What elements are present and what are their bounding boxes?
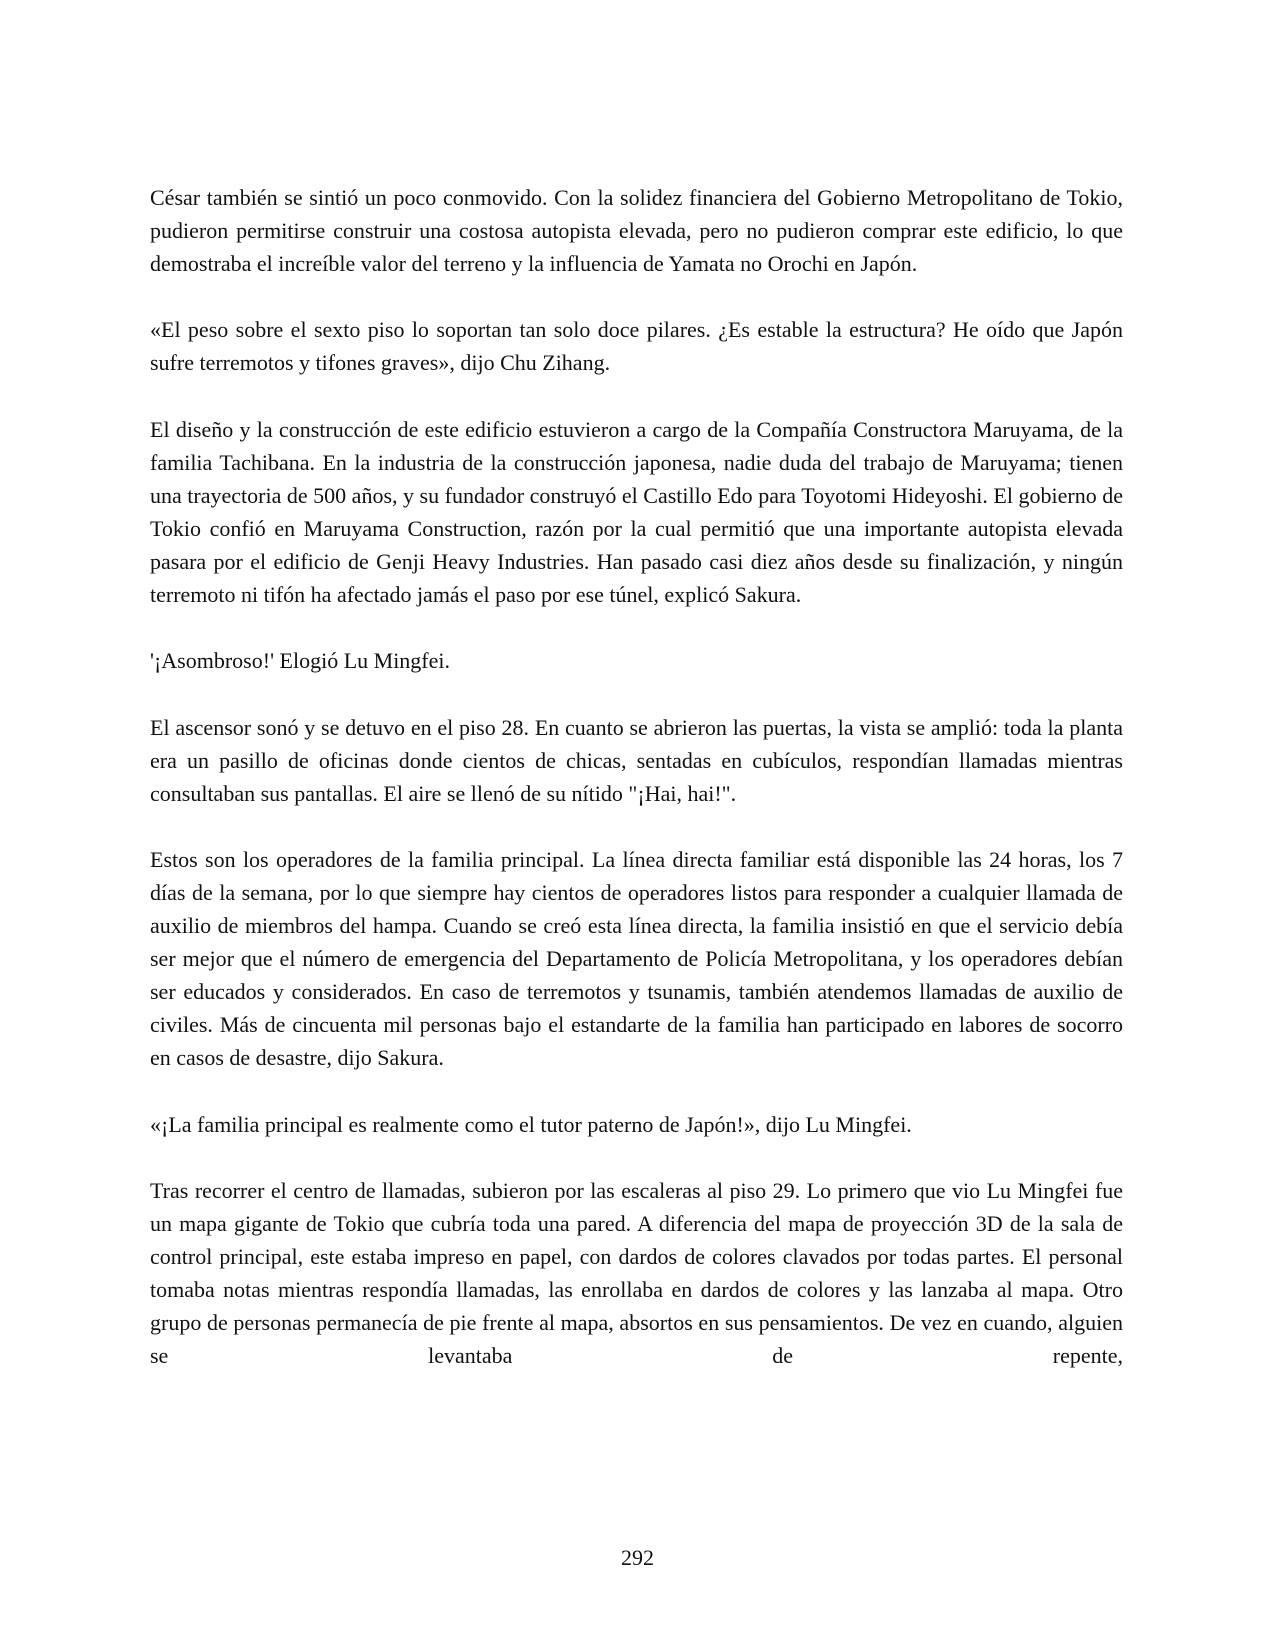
body-text <box>150 181 1123 1372</box>
page-number: 292 <box>621 1545 654 1570</box>
paragraph-8: Tras recorrer el centro de llamadas, subieron por las escaleras al piso 29. Lo primero que vio Lu Mingfei fue un mapa gigante de Tokio que cubría toda una pared. A diferencia del mapa de proyección 3D de la sala de control principal, este estaba impreso en papel, con dardos de colores clavados por todas partes. El personal tomaba notas mientras respondía llamadas, las enrollaba en dardos de colores y las lanzaba al mapa. Otro grupo de personas permanecía de pie frente al mapa, absortos en sus pensamientos. De vez en cuando, alguien se levantaba de repente, <box>150 1177 1123 1369</box>
paragraph-7: «¡La familia principal es realmente como el tutor paterno de Japón!», dijo Lu Mingfei. <box>150 1111 912 1137</box>
paragraph-1: César también se sintió un poco conmovido. Con la solidez financiera del Gobierno Metropolitano de Tokio, pudieron permitirse construir una costosa autopista elevada, pero no pudieron comprar este edificio, lo que demostraba el increíble valor del terreno y la influencia de Yamata no Orochi en Japón. <box>150 185 1123 277</box>
paragraph-5: El ascensor sonó y se detuvo en el piso 28. En cuanto se abrieron las puertas, la vista se amplió: toda la planta era un pasillo de oficinas donde cientos de chicas, sentadas en cubículos, respondían llamadas mientras consultaban sus pantallas. El aire se llenó de su nítido "¡Hai, hai!". <box>150 714 1123 806</box>
paragraph-2: «El peso sobre el sexto piso lo soportan tan solo doce pilares. ¿Es estable la estructura? He oído que Japón sufre terremotos y tifones graves», dijo Chu Zihang. <box>150 317 1123 376</box>
paragraph-4: '¡Asombroso!' Elogió Lu Mingfei. <box>150 648 451 674</box>
paragraph-3: El diseño y la construcción de este edificio estuvieron a cargo de la Compañía Constructora Maruyama, de la familia Tachibana. En la industria de la construcción japonesa, nadie duda del trabajo de Maruyama; tienen una trayectoria de 500 años, y su fundador construyó el Castillo Edo para Toyotomi Hideyoshi. El gobierno de Tokio confió en Maruyama Construction, razón por la cual permitió que una importante autopista elevada pasara por el edificio de Genji Heavy Industries. Han pasado casi diez años desde su finalización, y ningún terremoto ni tifón ha afectado jamás el paso por ese túnel, explicó Sakura. <box>150 416 1123 608</box>
paragraph-6: Estos son los operadores de la familia principal. La línea directa familiar está disponible las 24 horas, los 7 días de la semana, por lo que siempre hay cientos de operadores listos para responder a cualquier llamada de auxilio de miembros del hampa. Cuando se creó esta línea directa, la familia insistió en que el servicio debía ser mejor que el número de emergencia del Departamento de Policía Metropolitana, y los operadores debían ser educados y considerados. En caso de terremotos y tsunamis, también atendemos llamadas de auxilio de civiles. Más de cincuenta mil personas bajo el estandarte de la familia han participado en labores de socorro en casos de desastre, dijo Sakura. <box>150 846 1123 1071</box>
